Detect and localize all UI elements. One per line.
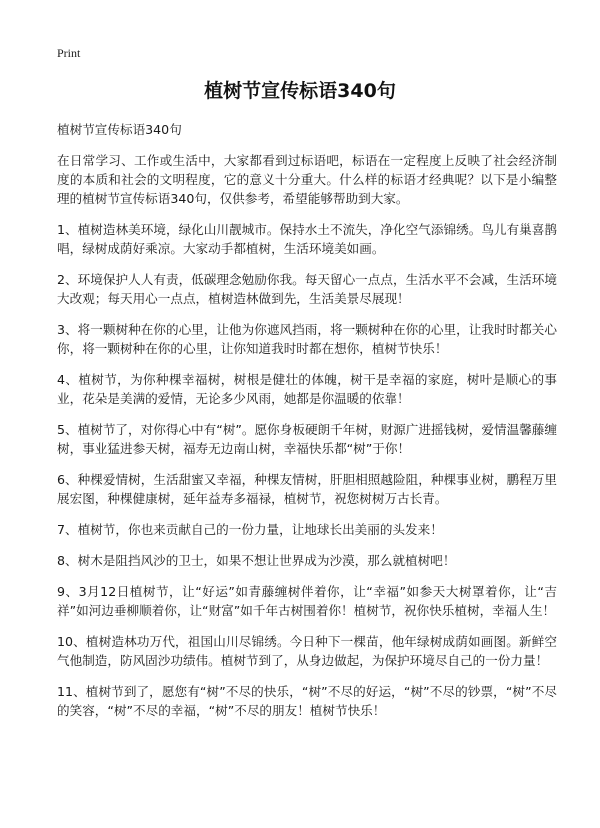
slogan-item: 2、环境保护人人有责，低碳理念勉励你我。每天留心一点点，生活水平不会减，生活环境大改观；每天用心一点点，植树造林做到先，生活美景尽展现！ <box>57 272 557 306</box>
article-intro: 在日常学习、工作或生活中，大家都看到过标语吧，标语在一定程度上反映了社会经济制度的本质和社会的文明程度，它的意义十分重大。什么样的标语才经典呢？以下是小编整理的植树节宣传标语340句，仅供参考，希望能够帮助到大家。 <box>57 153 557 206</box>
page-title: 植树节宣传标语340句 <box>204 80 396 102</box>
slogan-item: 4、植树节，为你种棵幸福树，树根是健壮的体魄，树干是幸福的家庭，树叶是顺心的事业，花朵是美满的爱情，无论多少风雨，她都是你温暖的依靠！ <box>57 372 557 406</box>
slogan-item: 11、植树节到了，愿您有“树”不尽的快乐，“树”不尽的好运，“树”不尽的钞票，“树”不尽的笑容，“树”不尽的幸福，“树”不尽的朋友！植树节快乐！ <box>57 684 557 718</box>
slogan-item: 5、植树节了，对你得心中有“树”。愿你身板硬朗千年树，财源广进摇钱树，爱情温馨藤缠树，事业猛进参天树，福寿无边南山树，幸福快乐都“树”于你！ <box>57 422 557 456</box>
article-body <box>57 120 557 732</box>
slogan-item: 8、树木是阻挡风沙的卫士，如果不想让世界成为沙漠，那么就植树吧！ <box>57 553 456 568</box>
slogan-item: 10、植树造林功万代，祖国山川尽锦绣。今日种下一棵苗，他年绿树成荫如画图。新鲜空气他制造，防风固沙功绩伟。植树节到了，从身边做起，为保护环境尽自己的一份力量！ <box>57 634 557 668</box>
slogan-item: 6、种棵爱情树，生活甜蜜又幸福，种棵友情树，肝胆相照越险阻，种棵事业树，鹏程万里展宏图，种棵健康树，延年益寿多福禄，植树节，祝您树树万古长青。 <box>57 472 557 506</box>
print-link[interactable]: Print <box>57 46 81 60</box>
slogan-item: 7、植树节，你也来贡献自己的一份力量，让地球长出美丽的头发来！ <box>57 522 443 537</box>
slogan-item: 3、将一颗树种在你的心里，让他为你遮风挡雨，将一颗树种在你的心里，让我时时都关心你，将一颗树种在你的心里，让你知道我时时都在想你，植树节快乐！ <box>57 322 557 356</box>
slogan-item: 9、3月12日植树节，让“好运”如青藤缠树伴着你，让“幸福”如参天大树罩着你，让“吉祥”如河边垂柳顺着你，让“财富”如千年古树围着你！植树节，祝你快乐植树，幸福人生！ <box>57 584 557 618</box>
article-subtitle: 植树节宣传标语340句 <box>57 122 182 137</box>
slogan-item: 1、植树造林美环境，绿化山川靓城市。保持水土不流失，净化空气添锦绣。鸟儿有巢喜鹊唱，绿树成荫好乘凉。大家动手都植树，生活环境美如画。 <box>57 222 557 256</box>
